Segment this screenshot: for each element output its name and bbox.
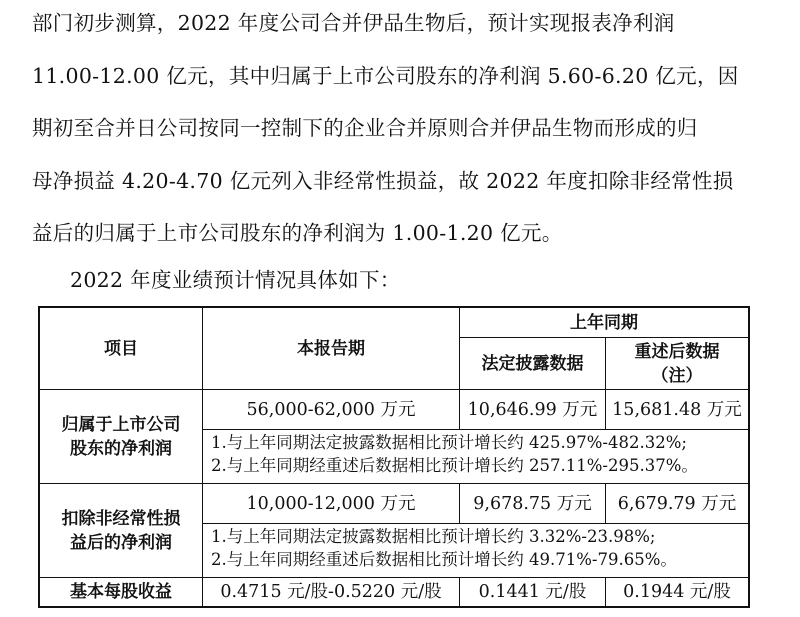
header-item-label: 项目 [104,338,138,359]
row-net-profit-current [203,390,460,430]
header-legal-label: 法定披露数据 [481,353,584,374]
row-net-profit-notes [203,430,748,484]
row-net-profit-current-value: 56,000-62,000 万元 [246,399,416,420]
row-deducted-profit-notes [203,524,748,578]
row-net-profit-restated [606,390,748,430]
row-eps-legal-value: 0.1441 元/股 [478,582,587,602]
row-net-profit-legal-value: 10,646.99 万元 [467,399,598,420]
row-deducted-profit-current [203,484,460,524]
header-current [203,308,460,390]
row-net-profit-restated-value: 15,681.48 万元 [612,399,742,420]
row-eps-label-text: 基本每股收益 [70,582,172,602]
row-eps-label [40,578,203,606]
row-deducted-profit-current-value: 10,000-12,000 万元 [246,493,416,514]
row-deducted-profit-label [40,484,203,578]
row-deducted-profit-restated-value: 6,679.79 万元 [617,493,737,514]
header-current-label: 本报告期 [297,338,365,359]
header-restated-label-line2: （注） [651,365,703,386]
paragraph-line-1: 部门初步测算，2022 年度公司合并伊品生物后，预计实现报表净利润 [32,11,675,35]
header-restated [606,338,748,390]
paragraph-line-3: 期初至合并日公司按同一控制下的企业合并原则合并伊品生物而形成的归 [32,116,698,140]
paragraph-line-4: 母净损益 4.20-4.70 亿元列入非经常性损益，故 2022 年度扣除非经常性损 [32,169,734,193]
row-net-profit-label-line2: 股东的净利润 [70,438,172,459]
row-deducted-profit-legal-value: 9,678.75 万元 [473,493,592,514]
header-restated-label-line1: 重述后数据 [634,341,720,362]
row-net-profit-label [40,390,203,484]
paragraph-line-5: 益后的归属于上市公司股东的净利润为 1.00-1.20 亿元。 [32,221,563,245]
header-prior-label: 上年同期 [570,312,638,333]
row-deducted-profit-legal [460,484,606,524]
row-eps-restated [606,578,748,606]
header-prior [460,308,748,338]
forecast-table [38,306,750,608]
row-net-profit-label-line1: 归属于上市公司 [61,414,181,435]
row-eps-current-value: 0.4715 元/股-0.5220 元/股 [220,582,442,602]
row-net-profit-legal [460,390,606,430]
row-deducted-profit-note-2: 2.与上年同期经重述后数据相比预计增长约 49.71%-79.65%。 [211,550,677,569]
header-legal [460,338,606,390]
row-eps-legal [460,578,606,606]
row-deducted-profit-label-line1: 扣除非经常性损 [61,508,181,529]
row-net-profit-note-2: 2.与上年同期经重述后数据相比预计增长约 257.11%-295.37%。 [211,456,698,475]
row-eps-current [203,578,460,606]
row-deducted-profit-restated [606,484,748,524]
row-eps-restated-value: 0.1944 元/股 [623,582,731,602]
table-intro: 2022 年度业绩预计情况具体如下： [70,268,401,292]
row-net-profit-note-1: 1.与上年同期法定披露数据相比预计增长约 425.97%-482.32%; [211,433,687,452]
paragraph-line-2: 11.00-12.00 亿元，其中归属于上市公司股东的净利润 5.60-6.20 亿元，因 [32,64,739,88]
row-deducted-profit-note-1: 1.与上年同期法定披露数据相比预计增长约 3.32%-23.98%; [211,527,656,546]
row-deducted-profit-label-line2: 益后的净利润 [70,532,172,553]
header-item [40,308,203,390]
